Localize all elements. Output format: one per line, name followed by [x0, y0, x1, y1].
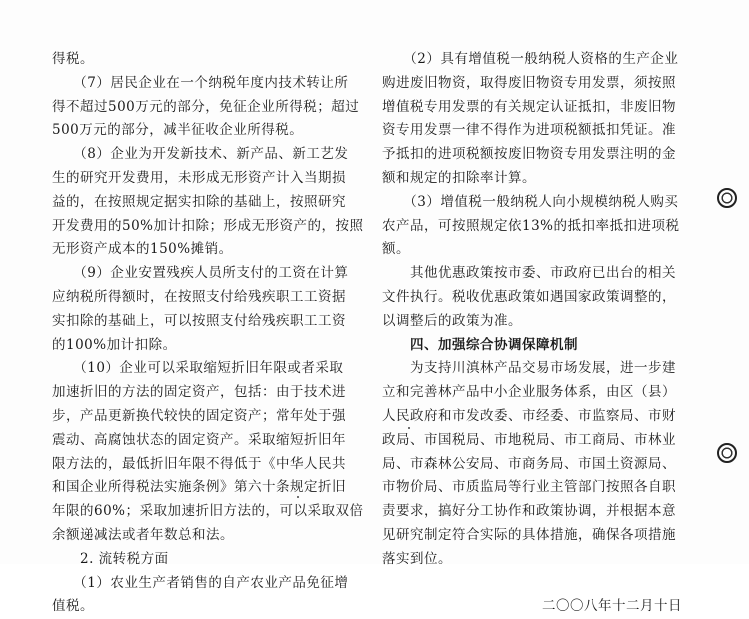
paragraph-line: （9）企业安置残疾人员所支付的工资在计算: [52, 265, 349, 282]
paragraph-line: （1）农业生产者销售的自产农业产品免征增: [52, 574, 349, 591]
paragraph-line: 予抵扣的进项税额按废旧物资专用发票注明的金: [382, 146, 676, 163]
paragraph-line: 实扣除的基础上，可以按照支付给残疾职工工资: [52, 312, 346, 329]
binding-hole-icon: [717, 443, 737, 463]
section-subheading: 2. 流转税方面: [52, 550, 169, 567]
paragraph-line: 限方法的，最低折旧年限不得低于《中华人民共: [52, 455, 346, 472]
paragraph-line: 的100%加计扣除。: [52, 336, 177, 353]
section-heading: 四、加强综合协调保障机制: [382, 336, 578, 353]
paragraph-line: 人民政府和市发改委、市经委、市监察局、市财: [382, 407, 676, 424]
paragraph-line: （10）企业可以采取缩短折旧年限或者采取: [52, 360, 344, 377]
paragraph-line: 落实到位。: [382, 550, 452, 567]
paragraph-line: （8）企业为开发新技术、新产品、新工艺发: [52, 146, 349, 163]
paragraph-line: 开发费用的50%加计扣除；形成无形资产的，按照: [52, 217, 364, 234]
paragraph-line: 责要求，搞好分工协作和政策协调，并根据本意: [382, 503, 676, 520]
document-date: 二〇〇八年十二月十日: [542, 598, 682, 615]
paragraph-line: 益的，在按照规定据实扣除的基础上，按照研究: [52, 193, 346, 210]
paragraph-line: 生的研究开发费用，未形成无形资产计入当期损: [52, 169, 346, 186]
paragraph-line: 值税。: [52, 598, 94, 615]
spacer-line: [382, 572, 688, 596]
paragraph-line: 震动、高腐蚀状态的固定资产。采取缩短折旧年: [52, 431, 346, 448]
paragraph-line: 加速折旧的方法的固定资产，包括：由于技术进: [52, 384, 346, 401]
paragraph-line: 见研究制定符合实际的具体措施，确保各项措施: [382, 526, 676, 543]
paragraph-line: 额和规定的扣除率计算。: [382, 169, 536, 186]
paragraph-line: 500万元的部分，减半征收企业所得税。: [52, 122, 304, 139]
paragraph-line: （3）增值税一般纳税人向小规模纳税人购买: [382, 193, 679, 210]
paragraph-line: 其他优惠政策按市委、市政府已出台的相关: [382, 265, 676, 282]
paragraph-line: 购进废旧物资，取得废旧物资专用发票，须按照: [382, 74, 676, 91]
scan-speck: [408, 427, 410, 429]
paragraph-line: 政局、市国税局、市地税局、市工商局、市林业: [382, 431, 676, 448]
paragraph-line: 以调整后的政策为准。: [382, 312, 522, 329]
paragraph-line: 文件执行。税收优惠政策如遇国家政策调整的，: [382, 288, 676, 305]
paragraph-line: （2）具有增值税一般纳税人资格的生产企业: [382, 51, 679, 67]
paragraph-line: 市物价局、市质监局等行业主管部门按照各自职: [382, 479, 676, 496]
paragraph-line: 步，产品更新换代较快的固定资产；常年处于强: [52, 407, 346, 424]
paragraph-line: （7）居民企业在一个纳税年度内技术转让所: [52, 74, 349, 91]
paragraph-line: 年限的60%；采取加速折旧方法的，可以采取双倍: [52, 503, 364, 520]
paragraph-line: 得税。: [52, 51, 94, 67]
paragraph-line: 立和完善林产品中小企业服务体系，由区（县）: [382, 384, 676, 401]
paragraph-line: 余额递减法或者年数总和法。: [52, 526, 234, 543]
paragraph-line: 局、市森林公安局、市商务局、市国土资源局、: [382, 455, 676, 472]
paragraph-line: 增值税专用发票的有关规定认证抵扣，非废旧物: [382, 98, 676, 115]
scan-speck: [297, 496, 299, 498]
paragraph-line: 资专用发票一律不得作为进项税额抵扣凭证。准: [382, 122, 676, 139]
left-column: [52, 48, 364, 619]
right-column: [382, 48, 688, 619]
paragraph-line: 和国企业所得税法实施条例》第六十条规定折旧: [52, 479, 346, 496]
paragraph-line: 额。: [382, 241, 410, 258]
paragraph-line: 得不超过500万元的部分，免征企业所得税；超过: [52, 98, 360, 115]
paragraph-line: 为支持川滇林产品交易市场发展，进一步建: [382, 360, 676, 377]
paragraph-line: 无形资产成本的150%摊销。: [52, 241, 233, 258]
paragraph-line: 农产品，可按照规定依13%的抵扣率抵扣进项税: [382, 217, 680, 234]
paragraph-line: 应纳税所得额时，在按照支付给残疾职工工资据: [52, 288, 346, 305]
binding-hole-icon: [717, 188, 737, 208]
